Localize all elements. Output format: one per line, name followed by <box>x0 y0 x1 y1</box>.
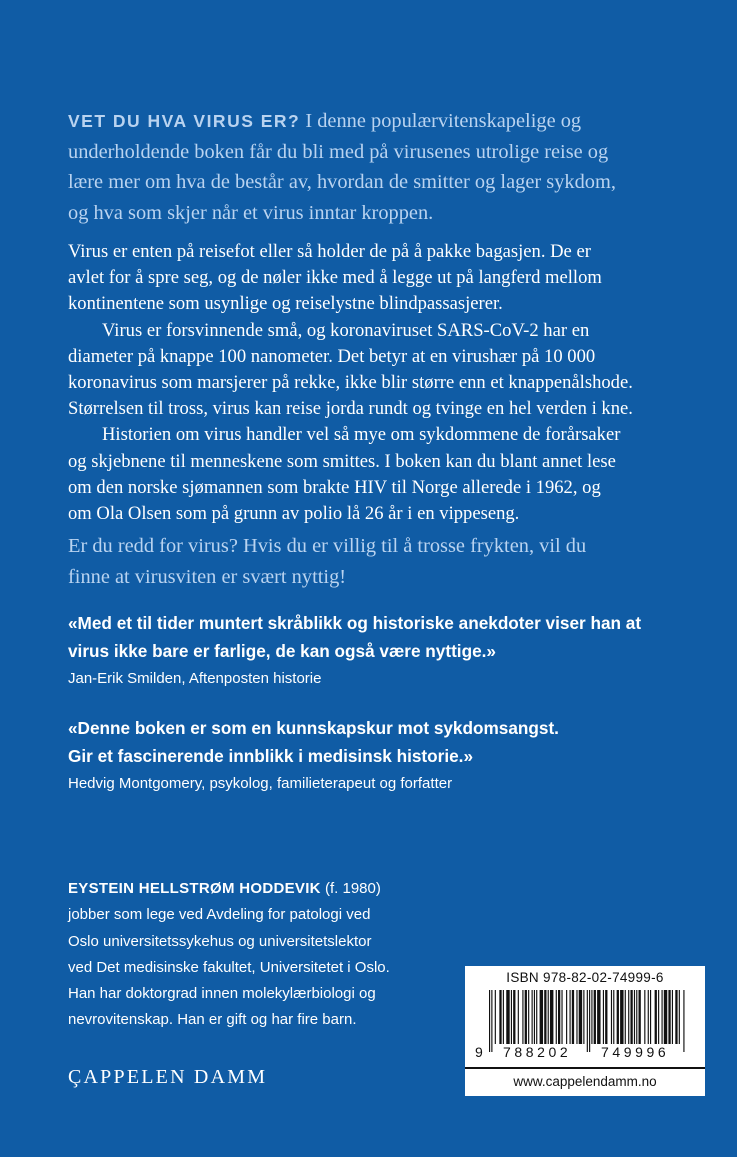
intro-first-line-rest: I denne populærvitenskapelige og <box>300 110 582 132</box>
body-line: Virus er forsvinnende små, og koronaviruset SARS-CoV-2 har en <box>102 319 590 341</box>
author-line: Oslo universitetssykehus og universitetslektor <box>68 932 372 950</box>
publisher-website: www.cappelendamm.no <box>465 1067 705 1096</box>
quote-line: Gir et fascinerende innblikk i medisinsk historie.» <box>68 745 473 766</box>
body-line: kontinentene som usynlige og reiselystne blindpassasjerer. <box>68 293 503 315</box>
isbn-digit-group: 9 <box>475 1044 483 1060</box>
author-bio <box>68 876 448 1034</box>
body-line: Historien om virus handler vel så mye om sykdommene de forårsaker <box>102 424 621 446</box>
body-line: Størrelsen til tross, virus kan reise jorda rundt og tvinge en hel verden i kne. <box>68 398 633 420</box>
question-line: Er du redd for virus? Hvis du er villig til å trosse frykten, vil du <box>68 535 587 557</box>
author-line: ved Det medisinske fakultet, Universitetet i Oslo. <box>68 958 390 976</box>
author-line: jobber som lege ved Avdeling for patologi ved <box>68 906 371 924</box>
body-line: og skjebnene til menneskene som smittes. I boken kan du blant annet lese <box>68 450 616 472</box>
isbn-digits <box>473 1042 701 1062</box>
isbn-barcode-box <box>465 966 705 1094</box>
quote-line: virus ikke bare er farlige, de kan også være nyttige.» <box>68 640 496 661</box>
publisher-logo: ÇAPPELEN DAMM <box>68 1066 268 1088</box>
intro-line: lære mer om hva de består av, hvordan de smitter og lager sykdom, <box>68 171 616 193</box>
quote-source: Hedvig Montgomery, psykolog, familieterapeut og forfatter <box>68 775 453 792</box>
review-quote <box>68 610 708 691</box>
isbn-digit-group: 788202 <box>503 1044 572 1060</box>
body-line: diameter på knappe 100 nanometer. Det betyr at en virushær på 10 000 <box>68 345 596 367</box>
intro-first-line <box>68 106 708 137</box>
question-text <box>68 531 708 592</box>
body-line: om den norske sjømannen som brakte HIV til Norge allerede i 1962, og <box>68 476 601 498</box>
body-line: avlet for å spre seg, og de nøler ikke med å legge ut på langferd mellom <box>68 267 602 289</box>
intro-blurb <box>68 106 708 228</box>
quote-line: «Med et til tider muntert skråblikk og historiske anekdoter viser han at <box>68 613 642 633</box>
quote-line: «Denne boken er som en kunnskapskur mot sykdomsangst. <box>68 718 559 738</box>
isbn-label: ISBN 978-82-02-74999-6 <box>506 970 664 985</box>
question-line: finne at virusviten er svært nyttig! <box>68 565 347 588</box>
author-born: (f. 1980) <box>320 880 381 897</box>
author-line: nevrovitenskap. Han er gift og har fire barn. <box>68 1011 357 1029</box>
body-line: Virus er enten på reisefot eller så holder de på å pakke bagasjen. De er <box>68 241 591 262</box>
isbn-digit-group: 749996 <box>601 1044 670 1060</box>
intro-line: og hva som skjer når et virus inntar kroppen. <box>68 201 434 224</box>
intro-lead: VET DU HVA VIRUS ER? <box>68 111 301 131</box>
author-heading <box>68 876 448 902</box>
author-name: EYSTEIN HELLSTRØM HODDEVIK <box>68 880 321 897</box>
body-text <box>68 239 708 527</box>
body-line: koronavirus som marsjerer på rekke, ikke blir større enn et knappenålshode. <box>68 372 633 394</box>
author-line: Han har doktorgrad innen molekylærbiologi og <box>68 985 376 1003</box>
intro-line: underholdende boken får du bli med på virusenes utrolige reise og <box>68 140 609 163</box>
body-line: om Ola Olsen som på grunn av polio lå 26 år i en vippeseng. <box>68 503 520 525</box>
review-quote <box>68 715 708 796</box>
quote-source: Jan-Erik Smilden, Aftenposten historie <box>68 670 322 687</box>
